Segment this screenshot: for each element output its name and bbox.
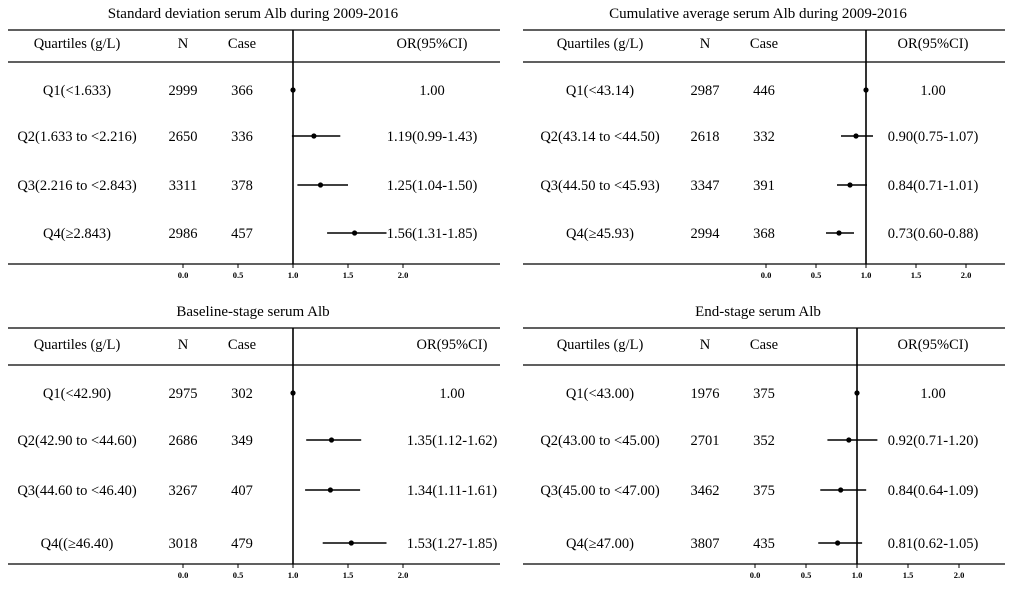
row-quartile-label: Q3(45.00 to <47.00) xyxy=(540,483,660,499)
or-point xyxy=(329,437,334,442)
row-case-value: 332 xyxy=(753,129,775,145)
row-quartile-label: Q4(≥47.00) xyxy=(566,536,634,552)
header-quartiles: Quartiles (g/L) xyxy=(556,36,644,52)
row-n-value: 2618 xyxy=(690,129,720,145)
forest-row xyxy=(17,433,497,449)
x-tick-label: 2.0 xyxy=(397,570,409,580)
or-point xyxy=(838,487,843,492)
x-tick-label: 1.5 xyxy=(342,270,354,280)
header-case: Case xyxy=(227,337,257,353)
forest-row xyxy=(566,83,946,99)
row-case-value: 407 xyxy=(231,483,253,499)
row-case-value: 336 xyxy=(231,129,253,145)
header-or-ci: OR(95%CI) xyxy=(416,337,488,353)
forest-row xyxy=(566,386,946,402)
or-point xyxy=(311,133,316,138)
header-case: Case xyxy=(749,36,779,52)
row-case-value: 391 xyxy=(753,178,775,194)
panel-title: Standard deviation serum Alb during 2009-2016 xyxy=(107,6,399,22)
row-case-value: 378 xyxy=(231,178,253,194)
row-or-ci-text: 1.00 xyxy=(439,386,465,402)
row-or-ci-text: 1.34(1.11-1.61) xyxy=(406,483,498,499)
header-n: N xyxy=(177,36,189,52)
x-tick-label: 1.0 xyxy=(860,270,872,280)
forest-row xyxy=(540,178,978,194)
forest-panel-3 xyxy=(8,304,500,580)
row-case-value: 446 xyxy=(753,83,775,99)
row-case-value: 368 xyxy=(753,226,775,242)
x-tick-label: 1.0 xyxy=(287,570,299,580)
x-tick-label: 2.0 xyxy=(960,270,972,280)
row-n-value: 2975 xyxy=(168,386,198,402)
row-case-value: 352 xyxy=(753,433,775,449)
panel-title: Cumulative average serum Alb during 2009-2016 xyxy=(609,6,907,22)
row-n-value: 2650 xyxy=(168,129,198,145)
x-tick-label: 1.5 xyxy=(902,570,914,580)
forest-row xyxy=(540,483,978,499)
x-tick-label: 0.0 xyxy=(177,570,189,580)
row-quartile-label: Q1(<43.00) xyxy=(565,386,635,402)
or-point xyxy=(352,230,357,235)
panel-title: Baseline-stage serum Alb xyxy=(176,304,330,320)
header-quartiles: Quartiles (g/L) xyxy=(33,337,121,353)
row-n-value: 2994 xyxy=(690,226,720,242)
or-point xyxy=(854,390,859,395)
forest-row xyxy=(540,129,978,145)
header-or-ci: OR(95%CI) xyxy=(396,36,468,52)
panel-title: End-stage serum Alb xyxy=(695,304,821,320)
row-n-value: 3807 xyxy=(690,536,720,552)
row-quartile-label: Q2(43.14 to <44.50) xyxy=(540,129,660,145)
header-n: N xyxy=(699,36,711,52)
row-n-value: 3311 xyxy=(168,178,198,194)
row-quartile-label: Q4((≥46.40) xyxy=(40,536,114,552)
row-quartile-label: Q3(2.216 to <2.843) xyxy=(17,178,137,194)
x-tick-label: 2.0 xyxy=(953,570,965,580)
row-n-value: 3347 xyxy=(690,178,720,194)
row-or-ci-text: 0.84(0.71-1.01) xyxy=(887,178,979,194)
header-case: Case xyxy=(749,337,779,353)
row-case-value: 457 xyxy=(231,226,253,242)
forest-panel-2 xyxy=(523,6,1005,280)
row-or-ci-text: 0.84(0.64-1.09) xyxy=(887,483,979,499)
row-or-ci-text: 1.00 xyxy=(419,83,445,99)
row-quartile-label: Q1(<43.14) xyxy=(565,83,635,99)
row-quartile-label: Q3(44.60 to <46.40) xyxy=(17,483,137,499)
x-tick-label: 0.0 xyxy=(760,270,772,280)
header-quartiles: Quartiles (g/L) xyxy=(556,337,644,353)
or-point xyxy=(853,133,858,138)
header-quartiles: Quartiles (g/L) xyxy=(33,36,121,52)
row-n-value: 2701 xyxy=(690,433,720,449)
row-or-ci-text: 1.00 xyxy=(920,83,946,99)
or-point xyxy=(846,437,851,442)
x-tick-label: 0.0 xyxy=(749,570,761,580)
x-tick-label: 0.5 xyxy=(800,570,812,580)
row-n-value: 1976 xyxy=(690,386,720,402)
row-case-value: 435 xyxy=(753,536,775,552)
row-n-value: 3462 xyxy=(690,483,720,499)
row-quartile-label: Q1(<1.633) xyxy=(42,83,112,99)
or-point xyxy=(290,390,295,395)
forest-panel-4 xyxy=(523,304,1005,580)
x-tick-label: 1.5 xyxy=(910,270,922,280)
row-n-value: 3018 xyxy=(168,536,198,552)
forest-row xyxy=(17,129,477,145)
forest-row xyxy=(566,226,978,242)
row-case-value: 302 xyxy=(231,386,253,402)
or-point xyxy=(328,487,333,492)
row-n-value: 2999 xyxy=(168,83,198,99)
row-n-value: 2987 xyxy=(690,83,720,99)
row-or-ci-text: 1.56(1.31-1.85) xyxy=(386,226,478,242)
x-tick-label: 1.0 xyxy=(851,570,863,580)
forest-row xyxy=(41,536,498,552)
forest-row xyxy=(17,178,477,194)
or-point xyxy=(349,540,354,545)
row-case-value: 479 xyxy=(231,536,253,552)
header-case: Case xyxy=(227,36,257,52)
row-n-value: 2986 xyxy=(168,226,198,242)
x-tick-label: 2.0 xyxy=(397,270,409,280)
row-case-value: 375 xyxy=(753,386,775,402)
x-tick-label: 0.5 xyxy=(232,570,244,580)
row-or-ci-text: 1.00 xyxy=(920,386,946,402)
row-or-ci-text: 1.53(1.27-1.85) xyxy=(406,536,498,552)
row-quartile-label: Q2(1.633 to <2.216) xyxy=(17,129,137,145)
forest-row xyxy=(17,483,497,499)
header-n: N xyxy=(699,337,711,353)
header-or-ci: OR(95%CI) xyxy=(897,36,969,52)
row-quartile-label: Q2(43.00 to <45.00) xyxy=(540,433,660,449)
row-or-ci-text: 0.73(0.60-0.88) xyxy=(887,226,979,242)
row-quartile-label: Q4(≥2.843) xyxy=(43,226,111,242)
row-or-ci-text: 0.92(0.71-1.20) xyxy=(887,433,979,449)
row-quartile-label: Q4(≥45.93) xyxy=(566,226,634,242)
or-point xyxy=(863,87,868,92)
or-point xyxy=(835,540,840,545)
row-quartile-label: Q2(42.90 to <44.60) xyxy=(17,433,137,449)
header-n: N xyxy=(177,337,189,353)
row-n-value: 3267 xyxy=(168,483,198,499)
row-case-value: 366 xyxy=(231,83,253,99)
row-case-value: 349 xyxy=(231,433,253,449)
x-tick-label: 1.5 xyxy=(342,570,354,580)
row-or-ci-text: 1.25(1.04-1.50) xyxy=(386,178,478,194)
forest-row xyxy=(43,386,465,402)
row-or-ci-text: 1.19(0.99-1.43) xyxy=(386,129,478,145)
forest-row xyxy=(540,433,978,449)
forest-panel-1 xyxy=(8,6,500,280)
x-tick-label: 0.0 xyxy=(177,270,189,280)
x-tick-label: 1.0 xyxy=(287,270,299,280)
forest-row xyxy=(566,536,978,552)
row-n-value: 2686 xyxy=(168,433,198,449)
forest-row xyxy=(43,226,477,242)
row-or-ci-text: 0.81(0.62-1.05) xyxy=(887,536,979,552)
row-or-ci-text: 1.35(1.12-1.62) xyxy=(406,433,498,449)
row-quartile-label: Q3(44.50 to <45.93) xyxy=(540,178,660,194)
header-or-ci: OR(95%CI) xyxy=(897,337,969,353)
or-point xyxy=(318,182,323,187)
x-tick-label: 0.5 xyxy=(810,270,822,280)
row-quartile-label: Q1(<42.90) xyxy=(42,386,112,402)
or-point xyxy=(290,87,295,92)
or-point xyxy=(847,182,852,187)
row-or-ci-text: 0.90(0.75-1.07) xyxy=(887,129,979,145)
row-case-value: 375 xyxy=(753,483,775,499)
forest-row xyxy=(43,83,445,99)
x-tick-label: 0.5 xyxy=(232,270,244,280)
or-point xyxy=(836,230,841,235)
